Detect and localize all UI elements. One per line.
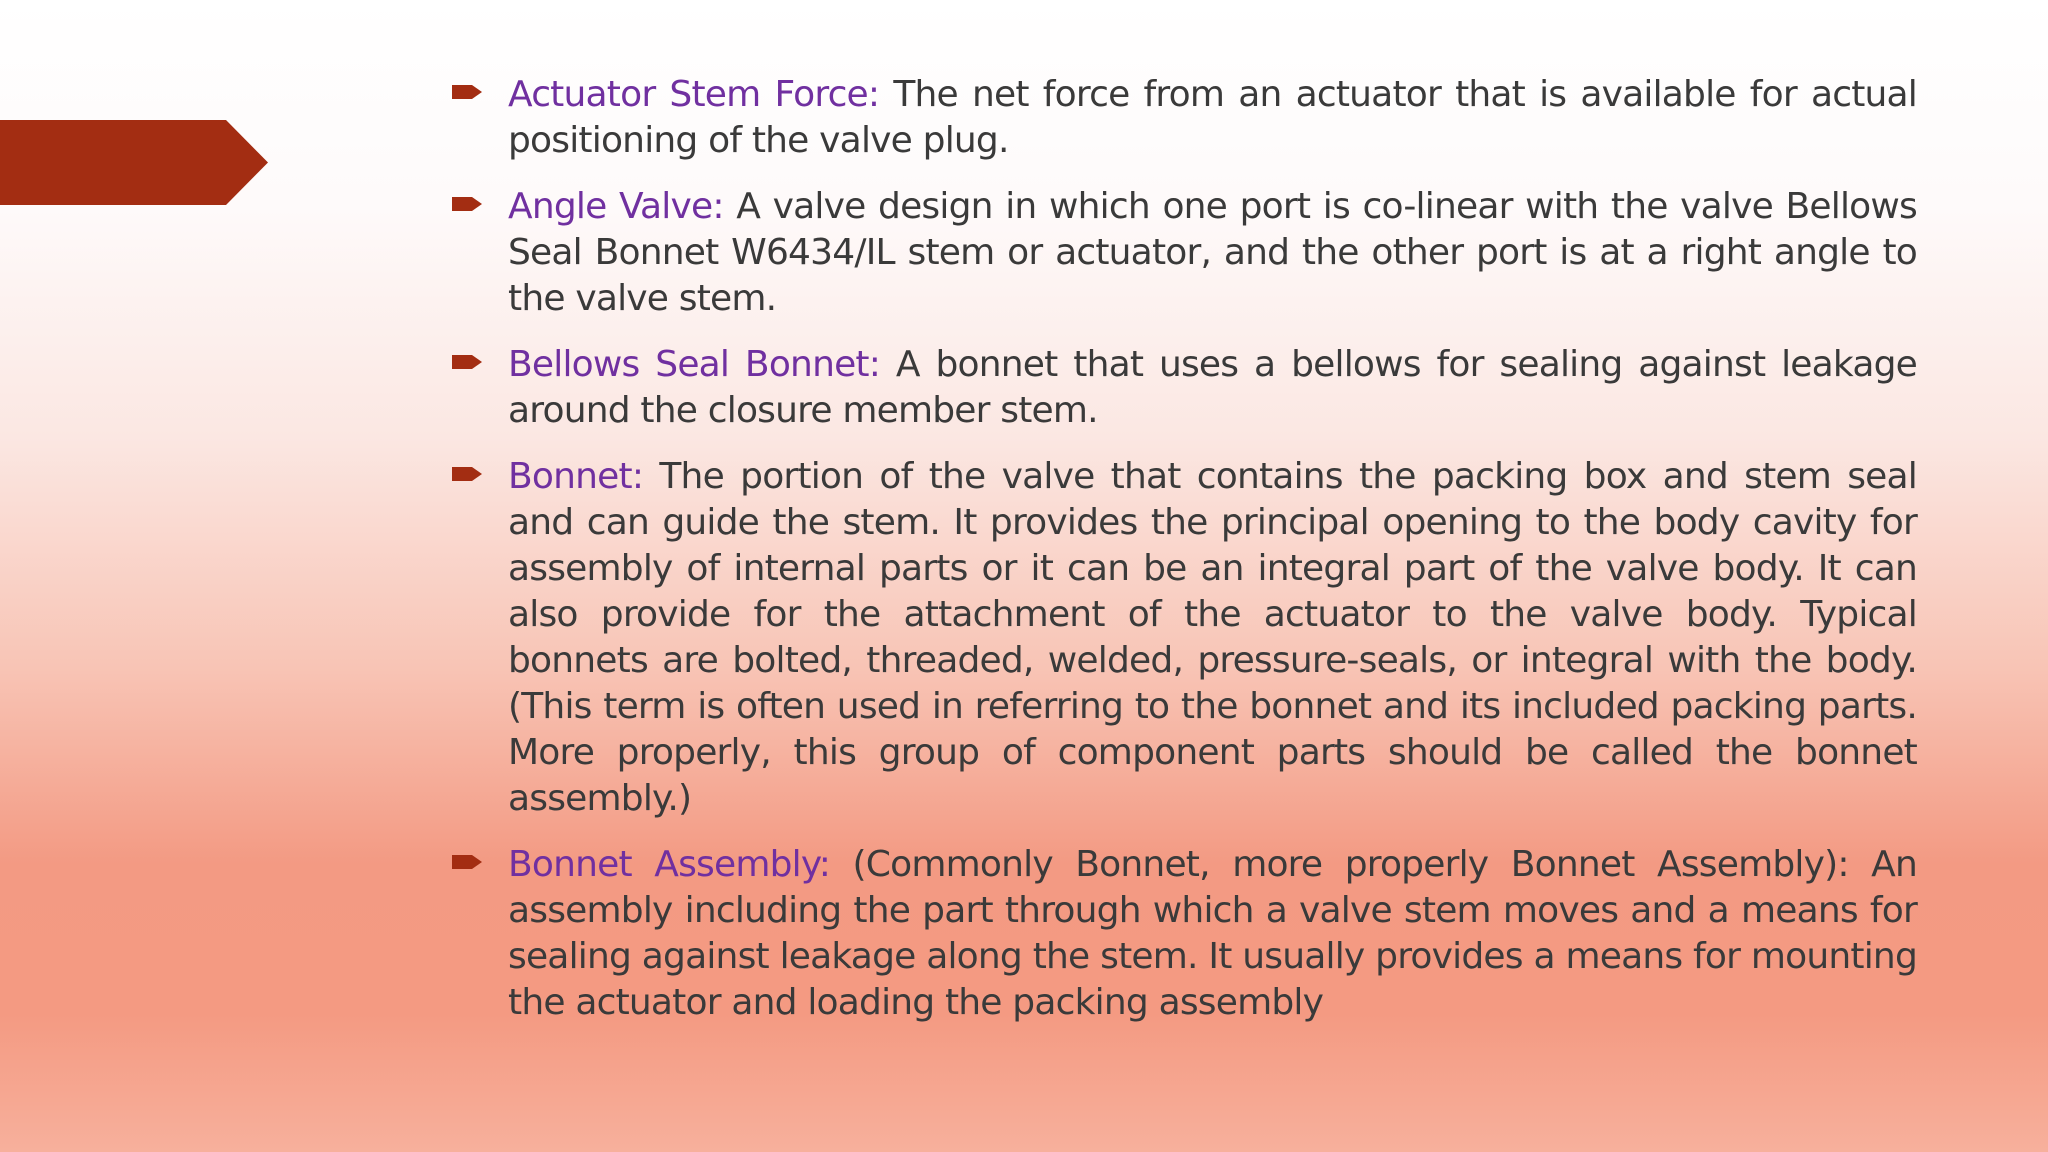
term-definition: A valve design in which one port is co-linear with the valve Bellows Seal Bonnet W6434/IL stem or actuator, and the other port is at a right angle to the valve stem. xyxy=(508,186,1917,319)
list-item xyxy=(452,342,1917,434)
term-definition: A bonnet that uses a bellows for sealing against leakage around the closure member stem. xyxy=(508,344,1917,431)
glossary-list xyxy=(452,72,1917,1026)
list-item xyxy=(452,454,1917,822)
list-item xyxy=(452,72,1917,164)
arrow-bullet-icon xyxy=(452,82,482,102)
term-definition: The portion of the valve that contains the packing box and stem seal and can guide the stem. It provides the principal opening to the body cavity for assembly of internal parts or it can be an integral part of the valve body. It can also provide for the attachment of the actuator to the valve body. Typical bonnets are bolted, threaded, welded, pressure-seals, or integral with the body. (This term is often used in referring to the bonnet and its included packing parts. More properly, this group of component parts should be called the bonnet assembly.) xyxy=(508,456,1917,819)
arrow-bullet-icon xyxy=(452,852,482,872)
glossary-content xyxy=(452,72,1917,1046)
term-name: Bonnet: xyxy=(508,456,644,497)
term-name: Bellows Seal Bonnet: xyxy=(508,344,881,385)
accent-arrow-shape xyxy=(0,120,268,205)
list-item xyxy=(452,842,1917,1026)
arrow-bullet-icon xyxy=(452,352,482,372)
term-name: Actuator Stem Force: xyxy=(508,74,880,115)
list-item xyxy=(452,184,1917,322)
arrow-bullet-icon xyxy=(452,464,482,484)
term-name: Angle Valve: xyxy=(508,186,724,227)
term-name: Bonnet Assembly: xyxy=(508,844,831,885)
arrow-bullet-icon xyxy=(452,194,482,214)
term-definition: (Commonly Bonnet, more properly Bonnet Assembly): An assembly including the part through which a valve stem moves and a means for sealing against leakage along the stem. It usually provides a means for mounting the actuator and loading the packing assembly xyxy=(508,844,1917,1023)
term-definition: The net force from an actuator that is available for actual positioning of the valve plug. xyxy=(508,74,1917,161)
